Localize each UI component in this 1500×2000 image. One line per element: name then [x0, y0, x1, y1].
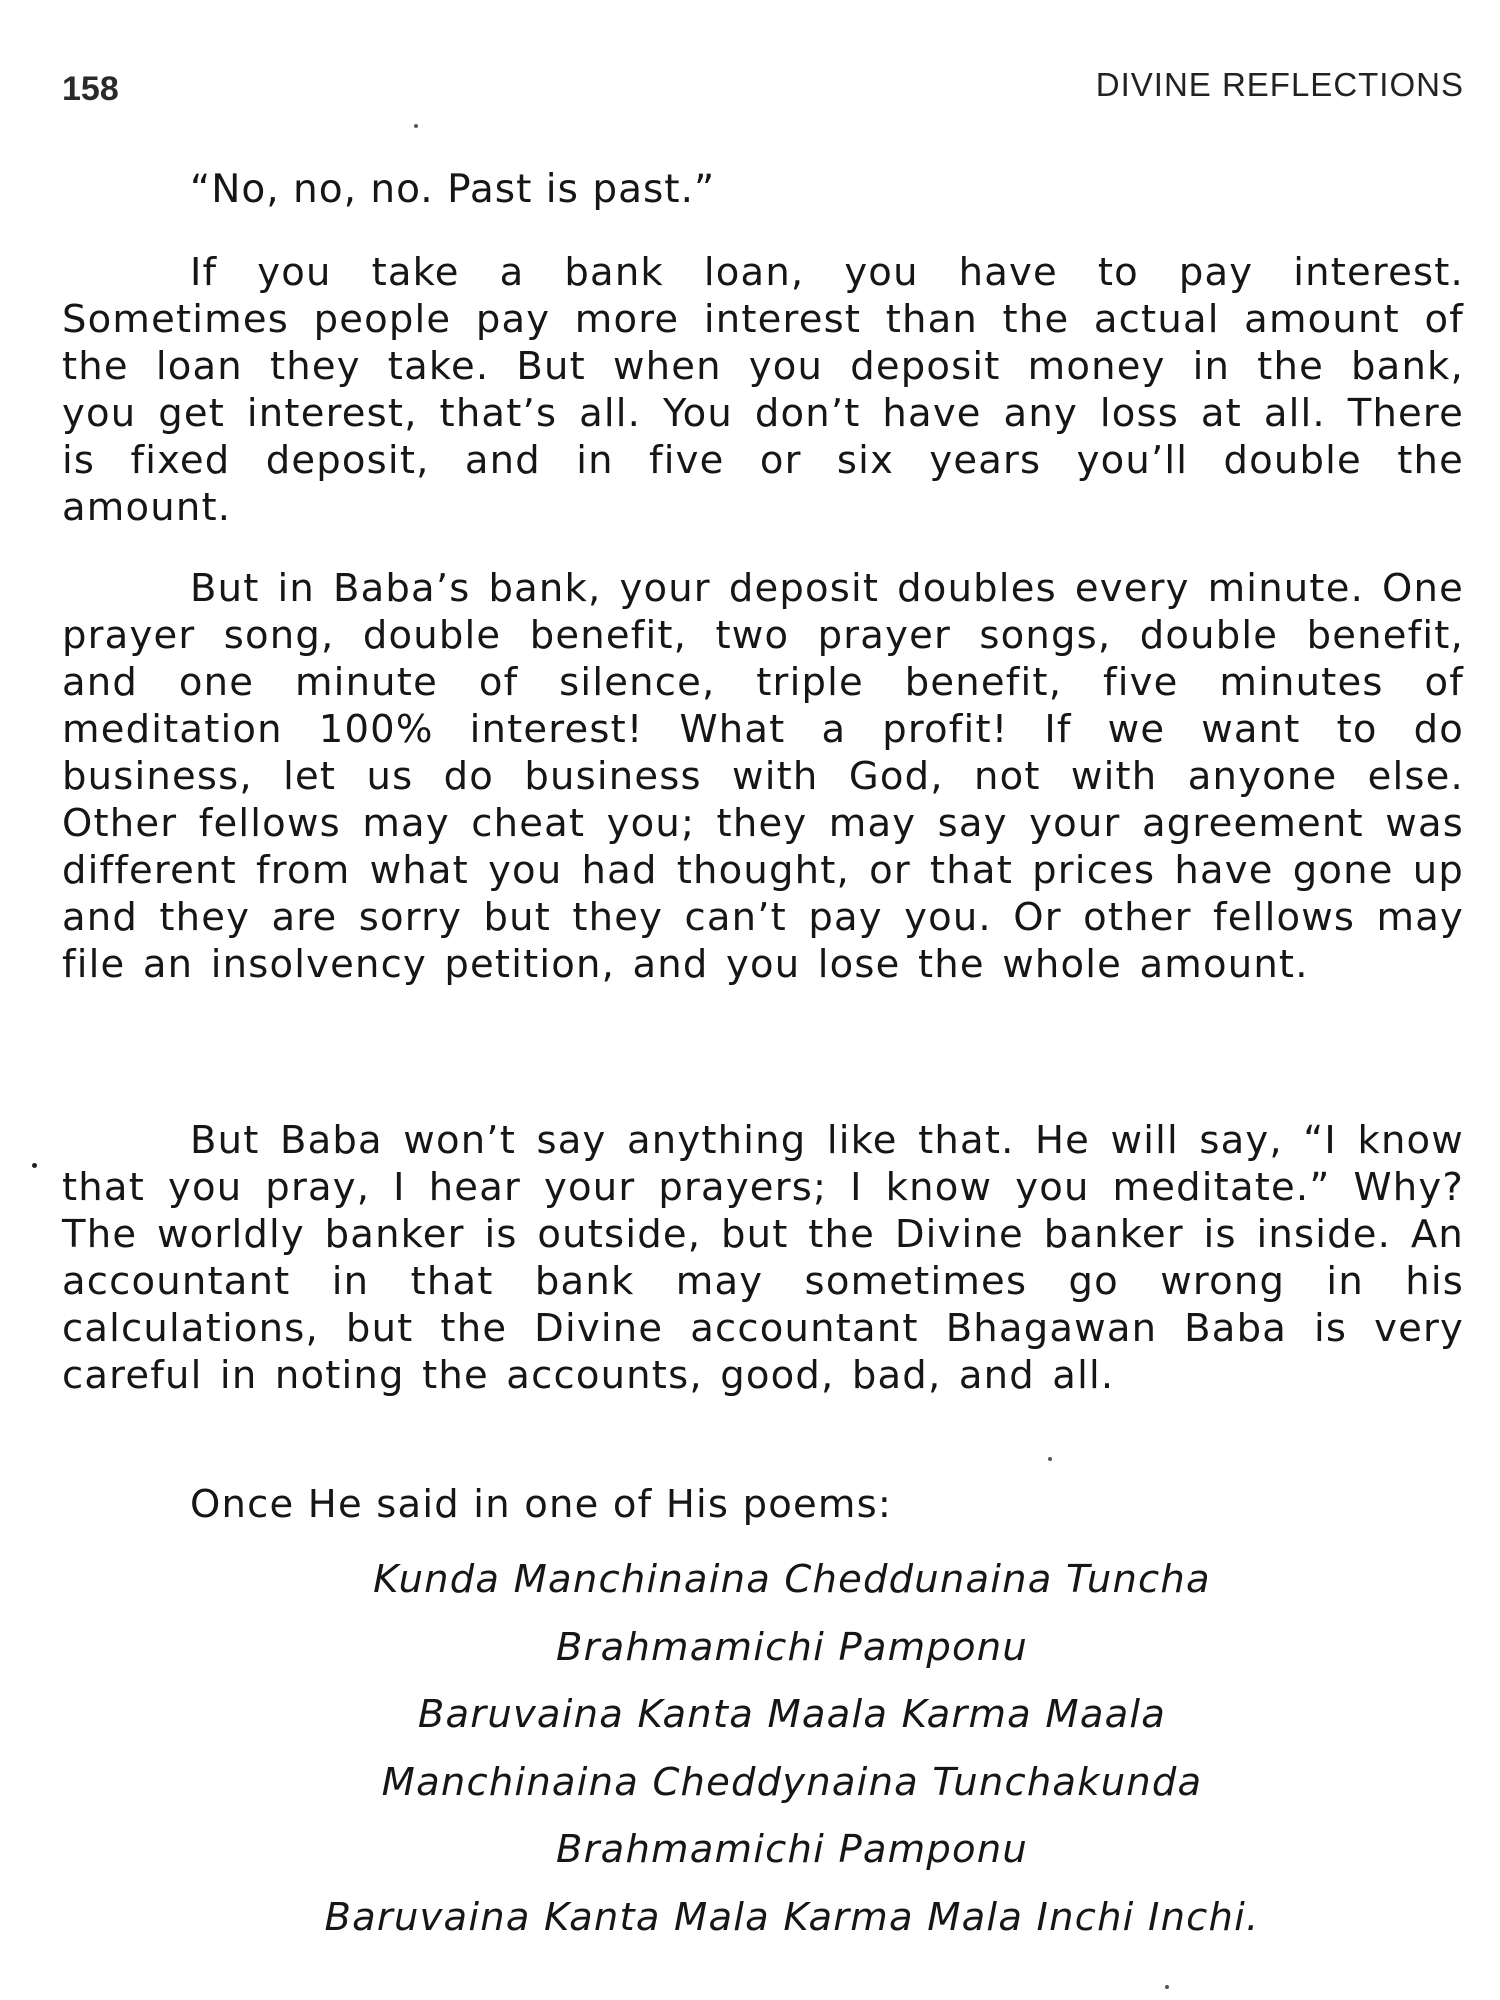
poem-line: Baruvaina Kanta Mala Karma Mala Inchi Inchi.: [324, 1894, 1260, 1940]
poem-line: Manchinaina Cheddynaina Tunchakunda: [381, 1759, 1203, 1805]
paragraph-text: But in Baba’s bank, your deposit doubles every minute. One prayer song, double benefit, two prayer songs, double benefit, and one minute of silence, triple benefit, five minutes of meditation 100% interest! What a profit! If we want to do business, let us do business with God, not with anyone else. Other fellows may cheat you; they may say your agreement was different from what you had thought, or that prices have gone up and they are sorry but they can’t pay you. Or other fellows may file an insolvency petition, and you lose the whole amount.: [62, 566, 1464, 987]
scan-speck: [32, 1163, 37, 1168]
poem-intro: Once He said in one of His poems:: [190, 1482, 893, 1527]
scan-speck: [1165, 1985, 1169, 1989]
paragraph-text: But Baba won’t say anything like that. He will say, “I know that you pray, I hear your prayers; I know you meditate.” Why? The worldly banker is outside, but the Divine banker is inside. An accountant in that bank may sometimes go wrong in his calculations, but the Divine accountant Bhagawan Baba is very careful in noting the accounts, good, bad, and all.: [62, 1118, 1464, 1398]
poem-line: Brahmamichi Pamponu: [556, 1827, 1028, 1872]
poem-line: Kunda Manchinaina Cheddunaina Tuncha: [373, 1557, 1211, 1602]
poem-line: Baruvaina Kanta Maala Karma Maala: [417, 1692, 1167, 1737]
running-head: DIVINE REFLECTIONS: [1095, 66, 1464, 103]
quote-line: “No, no, no. Past is past.”: [190, 167, 716, 212]
poem-block: [62, 1546, 1500, 1951]
paragraph-bank-loan: [62, 249, 1464, 531]
paragraph-babas-bank: [62, 565, 1464, 988]
poem-line: Brahmamichi Pamponu: [556, 1624, 1028, 1670]
page-number: 158: [62, 70, 119, 108]
page-header: [62, 66, 1464, 112]
scan-speck: [414, 124, 418, 128]
paragraph-divine-banker: [62, 1117, 1464, 1399]
paragraph-text: If you take a bank loan, you have to pay interest. Sometimes people pay more interest than the actual amount of the loan they take. But when you deposit money in the bank, you get interest, that’s all. You don’t have any loss at all. There is fixed deposit, and in five or six years you’ll double the amount.: [62, 250, 1464, 530]
scan-speck: [1048, 1457, 1052, 1461]
